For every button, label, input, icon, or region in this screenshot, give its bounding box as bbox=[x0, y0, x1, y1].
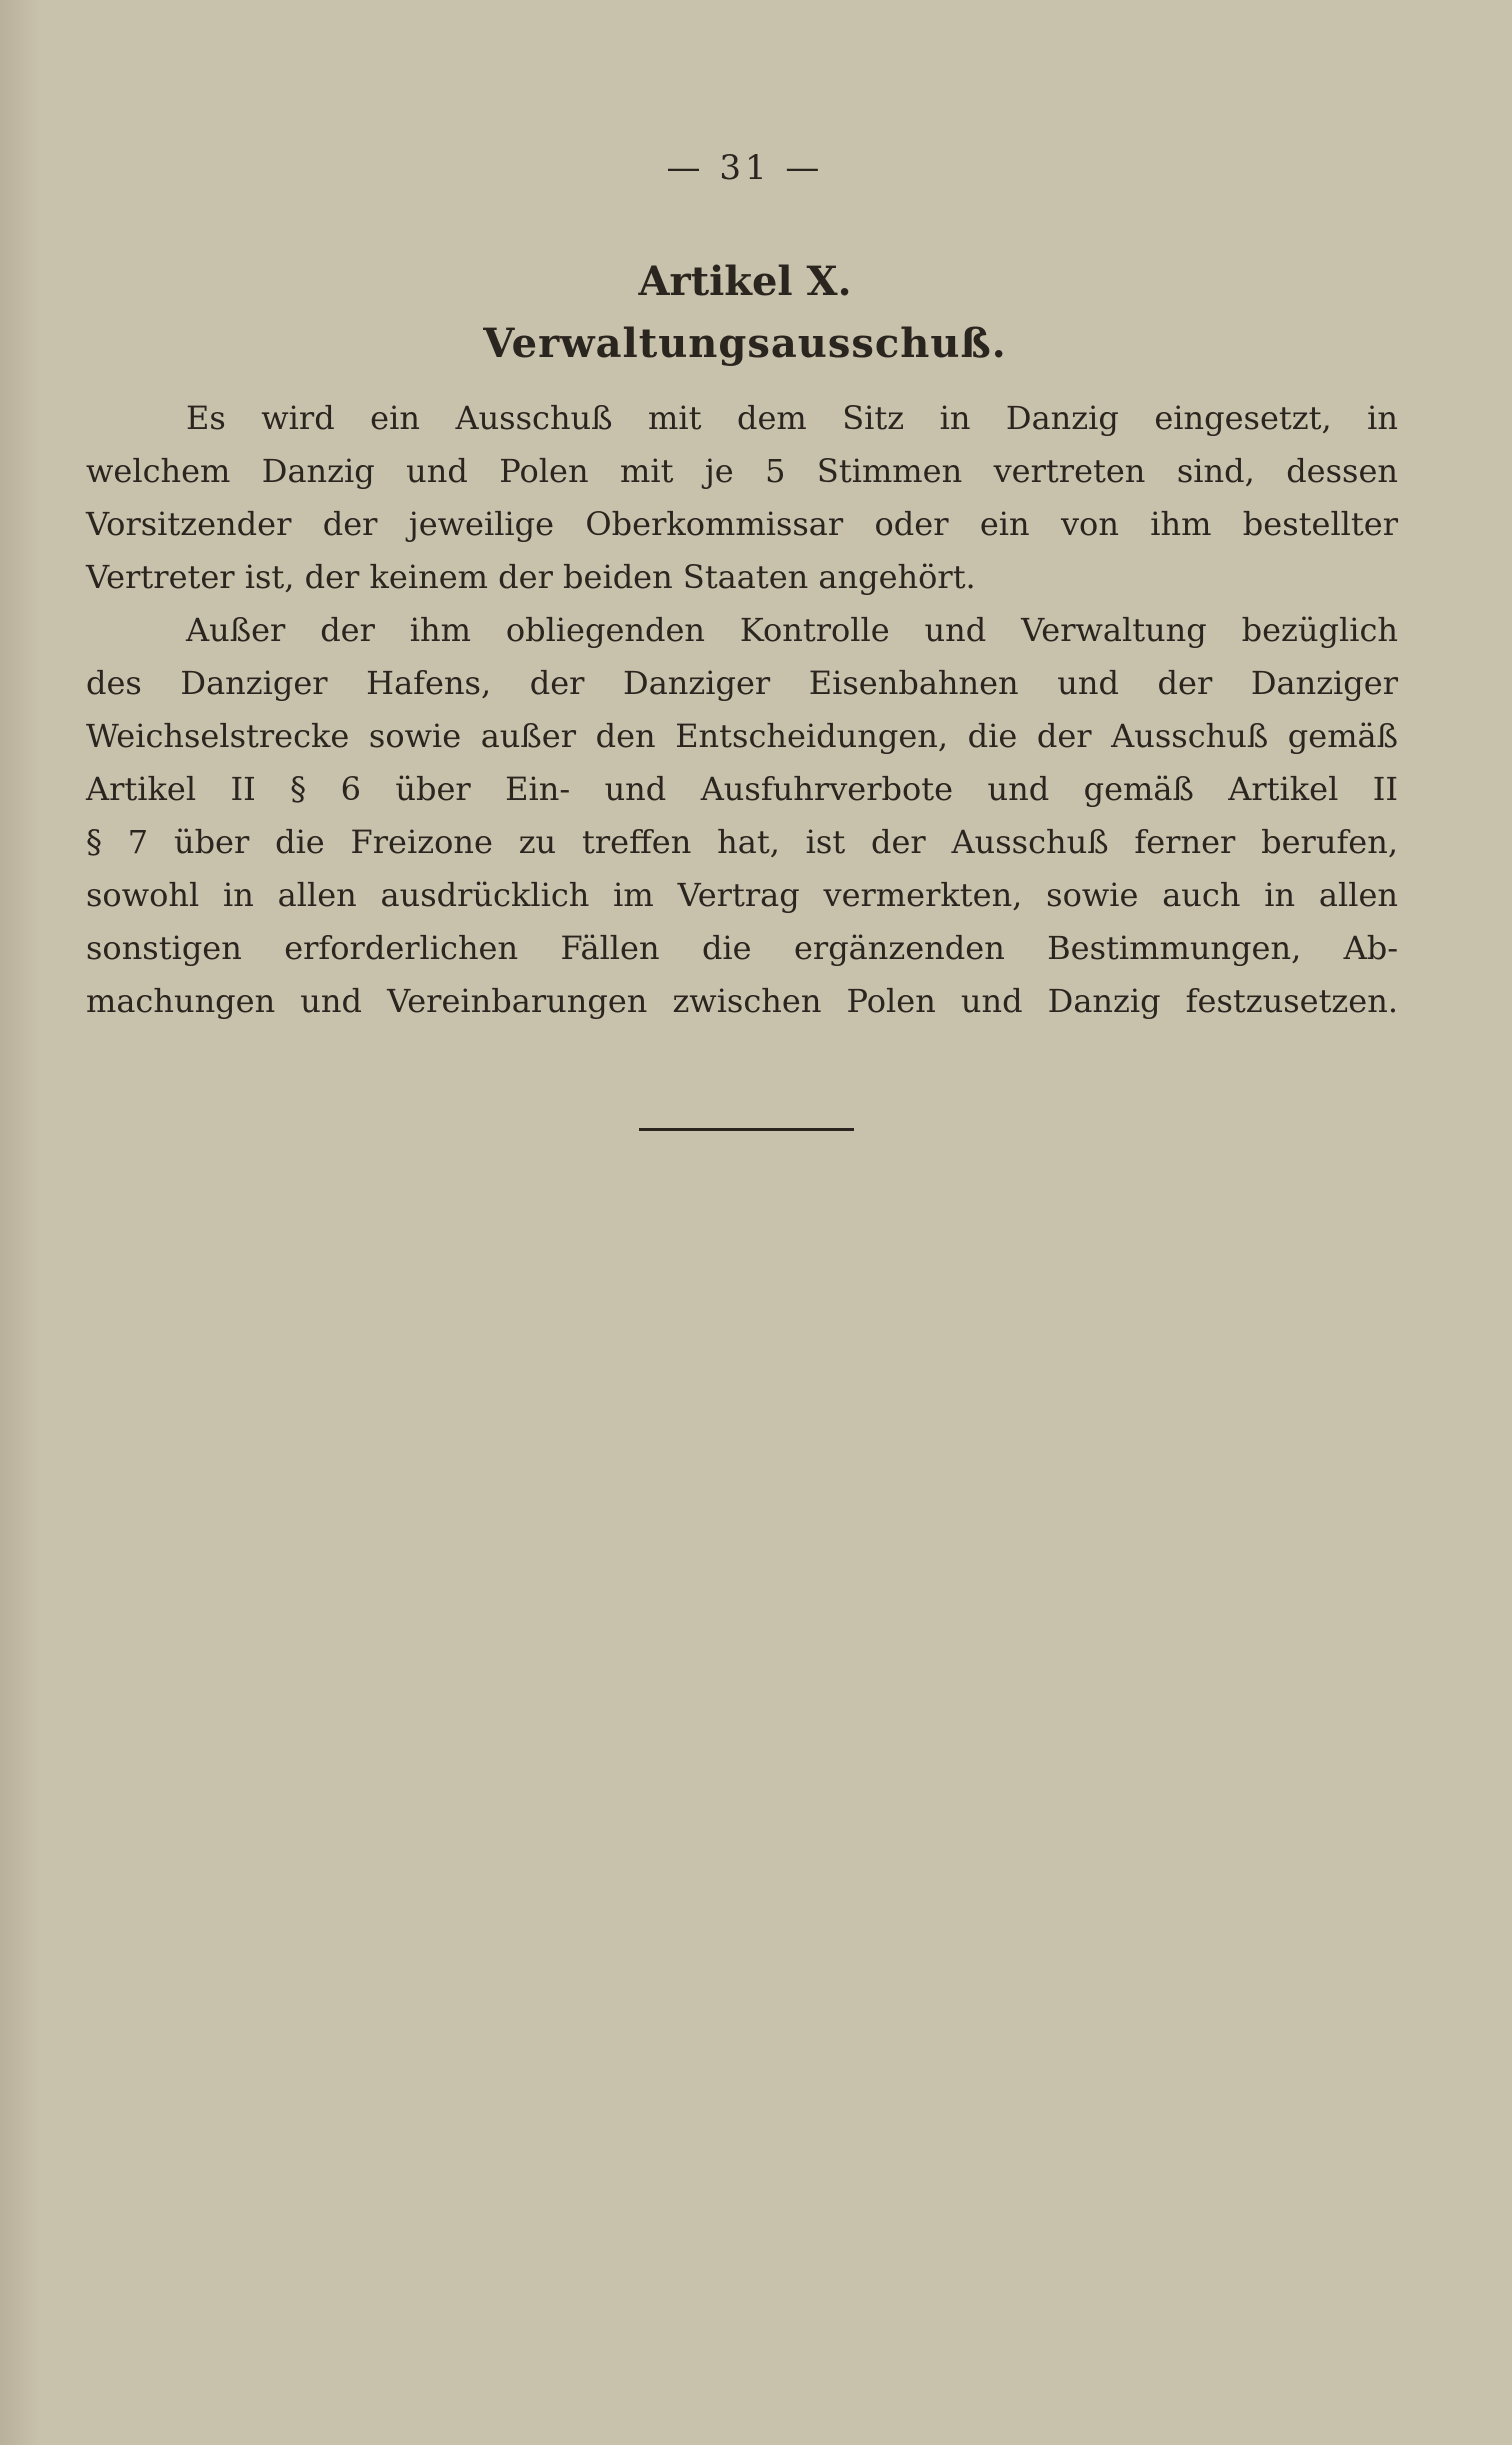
text-line: Artikel II § 6 über Ein- und Ausfuhrverbote und gemäß Artikel II bbox=[86, 770, 1398, 808]
text-line: machungen und Vereinbarungen zwischen Polen und Danzig festzusetzen. bbox=[86, 982, 1398, 1020]
text-line: Außer der ihm obliegenden Kontrolle und Verwaltung bezüglich bbox=[186, 611, 1398, 649]
page-number: — 31 — bbox=[666, 148, 824, 188]
text-line: sonstigen erforderlichen Fällen die ergänzenden Bestimmungen, Ab- bbox=[86, 929, 1398, 967]
end-rule bbox=[639, 1128, 854, 1131]
text-line: Weichselstrecke sowie außer den Entscheidungen, die der Ausschuß gemäß bbox=[86, 717, 1398, 755]
text-line: sowohl in allen ausdrücklich im Vertrag vermerkten, sowie auch in allen bbox=[86, 876, 1398, 914]
body-text bbox=[86, 392, 1398, 1028]
text-line: § 7 über die Freizone zu treffen hat, ist der Ausschuß ferner berufen, bbox=[86, 823, 1398, 861]
text-line: welchem Danzig und Polen mit je 5 Stimmen vertreten sind, dessen bbox=[86, 452, 1398, 490]
section-title: Verwaltungsausschuß. bbox=[483, 320, 1007, 367]
text-line: Vertreter ist, der keinem der beiden Staaten angehört. bbox=[86, 558, 976, 596]
text-line: Es wird ein Ausschuß mit dem Sitz in Danzig eingesetzt, in bbox=[186, 399, 1398, 437]
article-title: Artikel X. bbox=[638, 258, 852, 305]
text-line: Vorsitzender der jeweilige Oberkommissar oder ein von ihm bestellter bbox=[86, 505, 1398, 543]
text-line: des Danziger Hafens, der Danziger Eisenbahnen und der Danziger bbox=[86, 664, 1398, 702]
